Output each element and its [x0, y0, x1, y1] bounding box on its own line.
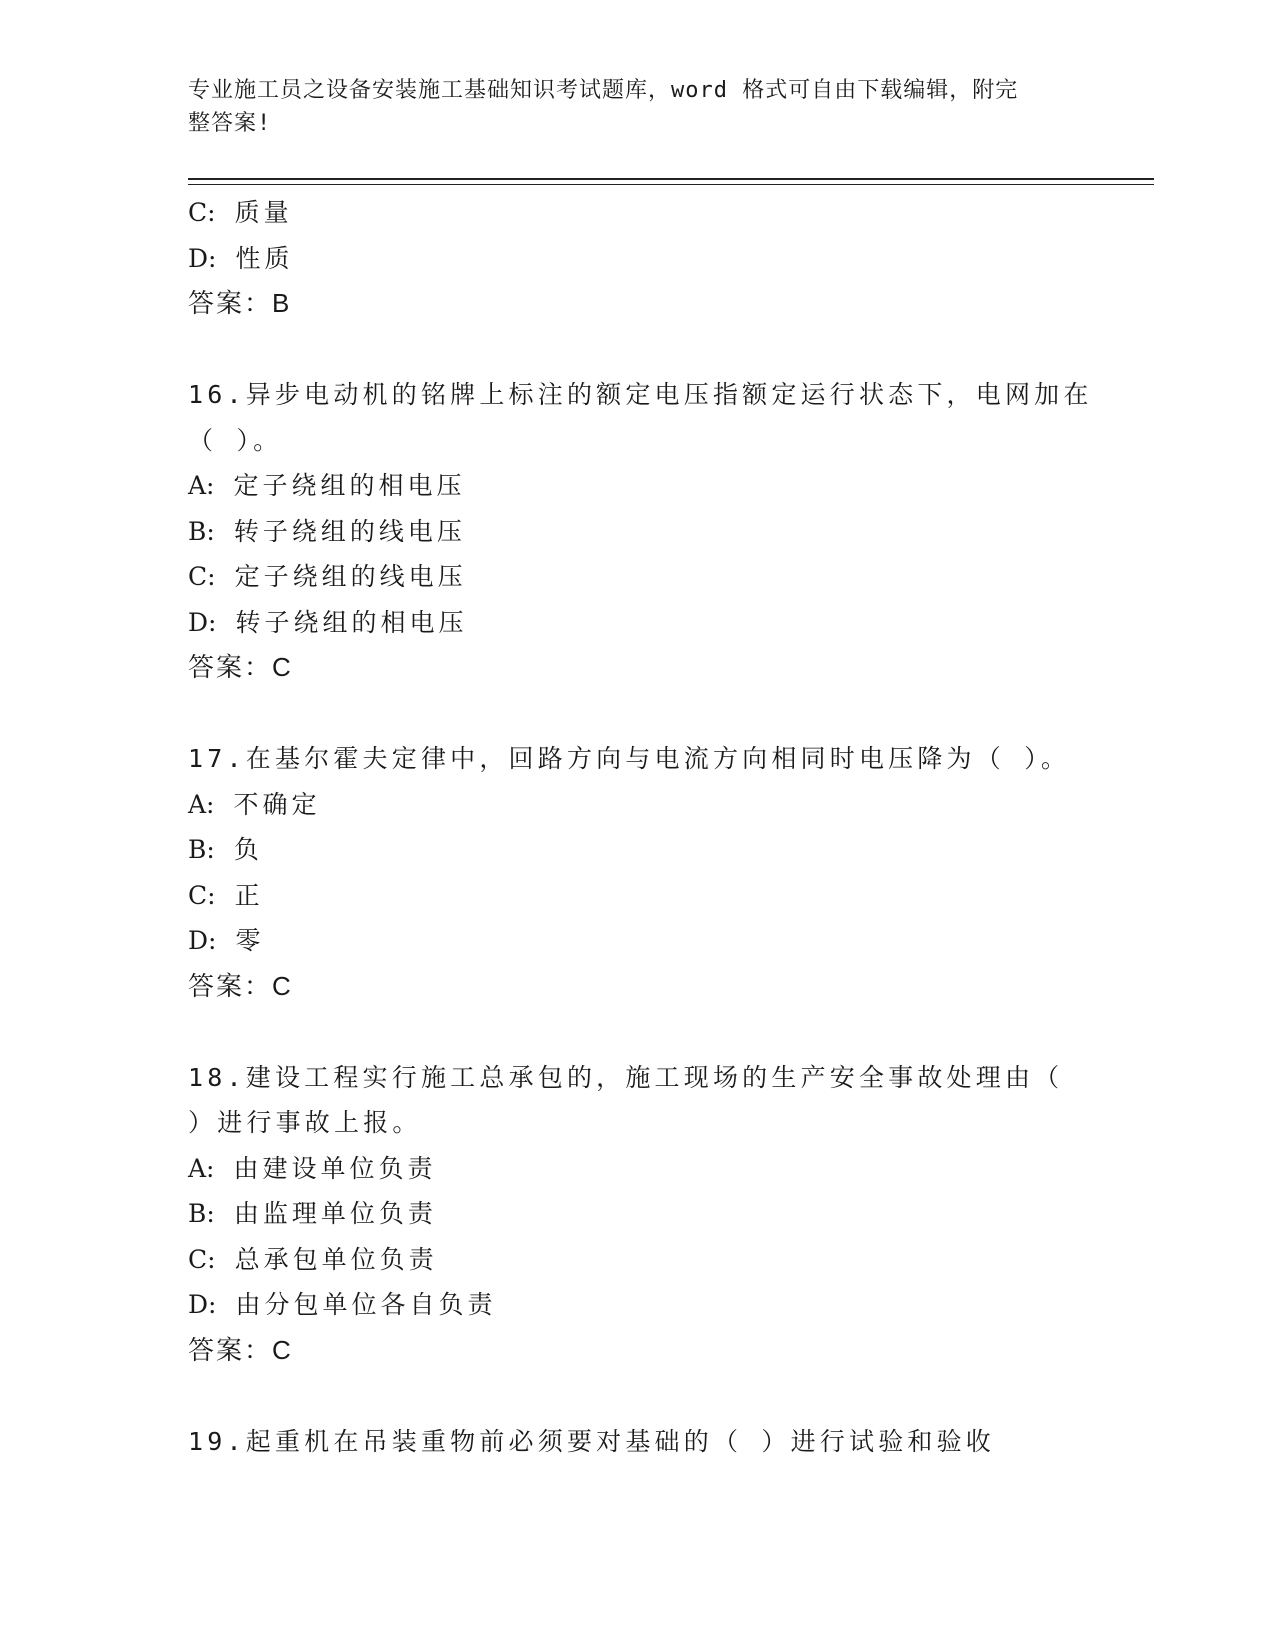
question-16 [188, 372, 1108, 691]
option-label: D: [188, 607, 217, 637]
option-label: D: [188, 1290, 217, 1319]
option-label: B: [188, 516, 215, 546]
header-rule-thick [188, 178, 1154, 180]
option-text: 性质 [235, 243, 294, 273]
option-label: B: [188, 835, 215, 864]
option-label: B: [188, 1199, 215, 1228]
option-d [188, 1282, 1108, 1328]
option-b [188, 1191, 1108, 1237]
option-c [188, 1237, 1108, 1283]
option-c [188, 554, 1108, 600]
option-d [188, 918, 1108, 964]
option-c [188, 873, 1108, 919]
question-19 [188, 1419, 1108, 1465]
option-text: 负 [233, 835, 263, 864]
question-text-line-1: 19.起重机在吊装重物前必须要对基础的（ ）进行试验和验收 [188, 1426, 996, 1456]
option-a [188, 782, 1108, 828]
option-text: 转子绕组的相电压 [235, 607, 468, 637]
option-d [188, 236, 1108, 282]
option-text: 质量 [234, 198, 293, 227]
option-text: 由建设单位负责 [233, 1153, 437, 1183]
document-header [188, 74, 1068, 140]
question-text-line-1: 18.建设工程实行施工总承包的，施工现场的生产安全事故处理由（ [188, 1062, 1064, 1092]
option-a [188, 1146, 1108, 1192]
option-label: D: [188, 243, 217, 273]
option-label: C: [188, 1244, 216, 1274]
option-label: A: [188, 471, 215, 500]
question-content [188, 190, 1108, 1464]
option-text: 总承包单位负责 [234, 1244, 438, 1274]
question-18 [188, 1055, 1108, 1374]
option-text: 零 [235, 926, 265, 955]
option-a [188, 463, 1108, 509]
option-label: D: [188, 926, 217, 955]
answer-line: 答案：C [188, 652, 293, 682]
spacer [188, 327, 1108, 373]
continued-question [188, 190, 1108, 327]
option-text: 定子绕组的相电压 [233, 471, 466, 500]
option-b [188, 509, 1108, 555]
option-label: A: [188, 1153, 215, 1183]
header-line-2: 整答案! [188, 111, 272, 136]
header-rule-thin [188, 184, 1154, 185]
option-label: A: [188, 789, 215, 819]
question-text-line-2: （ ）。 [188, 425, 283, 455]
question-text-line-1: 17.在基尔霍夫定律中，回路方向与电流方向相同时电压降为（ ）。 [188, 744, 1071, 773]
answer-line: 答案：C [188, 970, 293, 1001]
question-17 [188, 736, 1108, 1009]
option-label: C: [188, 198, 216, 227]
option-text: 正 [234, 880, 264, 910]
option-c [188, 190, 1108, 236]
option-text: 转子绕组的线电压 [233, 516, 466, 546]
option-text: 定子绕组的线电压 [234, 562, 467, 591]
question-text-line-1: 16.异步电动机的铭牌上标注的额定电压指额定运行状态下，电网加在 [188, 380, 1093, 409]
spacer [188, 691, 1108, 737]
question-text-line-2: ）进行事故上报。 [188, 1108, 422, 1137]
header-line-1: 专业施工员之设备安装施工基础知识考试题库，word 格式可自由下载编辑，附完 [188, 78, 1019, 103]
answer-line: 答案：B [188, 288, 292, 318]
option-text: 由分包单位各自负责 [235, 1290, 497, 1319]
option-text: 由监理单位负责 [233, 1199, 437, 1228]
option-text: 不确定 [233, 789, 321, 819]
option-b [188, 827, 1108, 873]
spacer [188, 1009, 1108, 1055]
option-label: C: [188, 562, 216, 591]
option-d [188, 600, 1108, 646]
spacer [188, 1373, 1108, 1419]
option-label: C: [188, 880, 216, 910]
answer-line: 答案：C [188, 1334, 293, 1365]
